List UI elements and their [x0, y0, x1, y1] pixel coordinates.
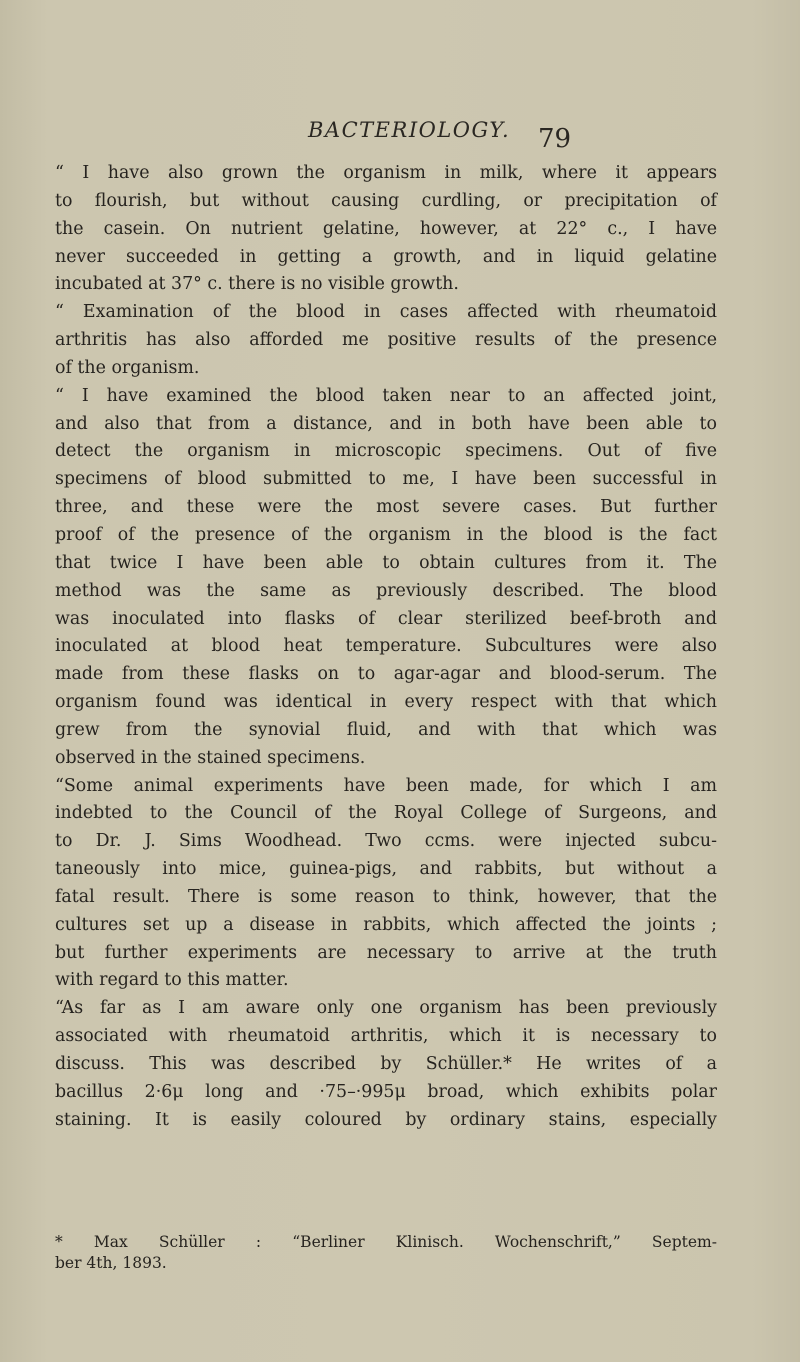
footnote-line: ber 4th, 1893.	[55, 1254, 167, 1272]
text-line: was inoculated into flasks of clear sterilized beef-broth and	[55, 608, 717, 629]
text-line: staining. It is easily coloured by ordinary stains, especially	[55, 1109, 717, 1130]
text-line: with regard to this matter.	[55, 970, 289, 991]
text-line: detect the organism in microscopic specimens. Out of five	[55, 441, 717, 462]
text-line: to Dr. J. Sims Woodhead. Two ccms. were injected subcu-	[55, 831, 717, 852]
text-line: the casein. On nutrient gelatine, however, at 22° c., I have	[55, 218, 717, 239]
text-line: three, and these were the most severe cases. But further	[55, 497, 717, 518]
text-line: inoculated at blood heat temperature. Subcultures were also	[55, 636, 717, 657]
text-line: “As far as I am aware only one organism has been previously	[55, 998, 717, 1019]
text-line: grew from the synovial fluid, and with that which was	[55, 719, 717, 740]
text-line: fatal result. There is some reason to think, however, that the	[55, 886, 717, 907]
running-title: BACTERIOLOGY.	[308, 118, 511, 142]
text-line: incubated at 37° c. there is no visible growth.	[55, 274, 459, 295]
text-line: proof of the presence of the organism in the blood is the fact	[55, 524, 717, 545]
text-line: organism found was identical in every respect with that which	[55, 692, 717, 713]
body-text	[55, 160, 717, 1135]
text-line: arthritis has also afforded me positive results of the presence	[55, 330, 717, 351]
text-line: to flourish, but without causing curdling, or precipitation of	[55, 190, 717, 211]
page-number: 79	[538, 124, 572, 154]
text-line: “ I have examined the blood taken near to an affected joint,	[55, 385, 717, 406]
text-line: cultures set up a disease in rabbits, which affected the joints ;	[55, 914, 717, 935]
text-line: never succeeded in getting a growth, and in liquid gelatine	[55, 246, 717, 267]
text-line: that twice I have been able to obtain cultures from it. The	[55, 552, 717, 573]
text-line: “ Examination of the blood in cases affected with rheumatoid	[55, 302, 717, 323]
running-head	[0, 118, 800, 158]
text-line: taneously into mice, guinea-pigs, and rabbits, but without a	[55, 859, 717, 880]
text-line: observed in the stained specimens.	[55, 747, 366, 768]
text-line: made from these flasks on to agar-agar and blood-serum. The	[55, 664, 717, 685]
text-line: bacillus 2·6μ long and ·75–·995μ broad, which exhibits polar	[55, 1081, 717, 1102]
text-line: and also that from a distance, and in both have been able to	[55, 413, 717, 434]
text-line: “Some animal experiments have been made, for which I am	[55, 775, 717, 796]
text-line: “ I have also grown the organism in milk, where it appears	[55, 163, 717, 183]
footnote	[55, 1232, 717, 1274]
text-line: but further experiments are necessary to arrive at the truth	[55, 942, 717, 963]
footnote-line: * Max Schüller : “Berliner Klinisch. Wochenschrift,” Septem-	[55, 1233, 717, 1251]
text-line: indebted to the Council of the Royal College of Surgeons, and	[55, 803, 717, 824]
text-line: of the organism.	[55, 357, 200, 378]
text-line: associated with rheumatoid arthritis, which it is necessary to	[55, 1026, 717, 1047]
text-line: method was the same as previously described. The blood	[55, 580, 717, 601]
text-line: discuss. This was described by Schüller.* He writes of a	[55, 1054, 717, 1074]
text-line: specimens of blood submitted to me, I have been successful in	[55, 469, 717, 490]
